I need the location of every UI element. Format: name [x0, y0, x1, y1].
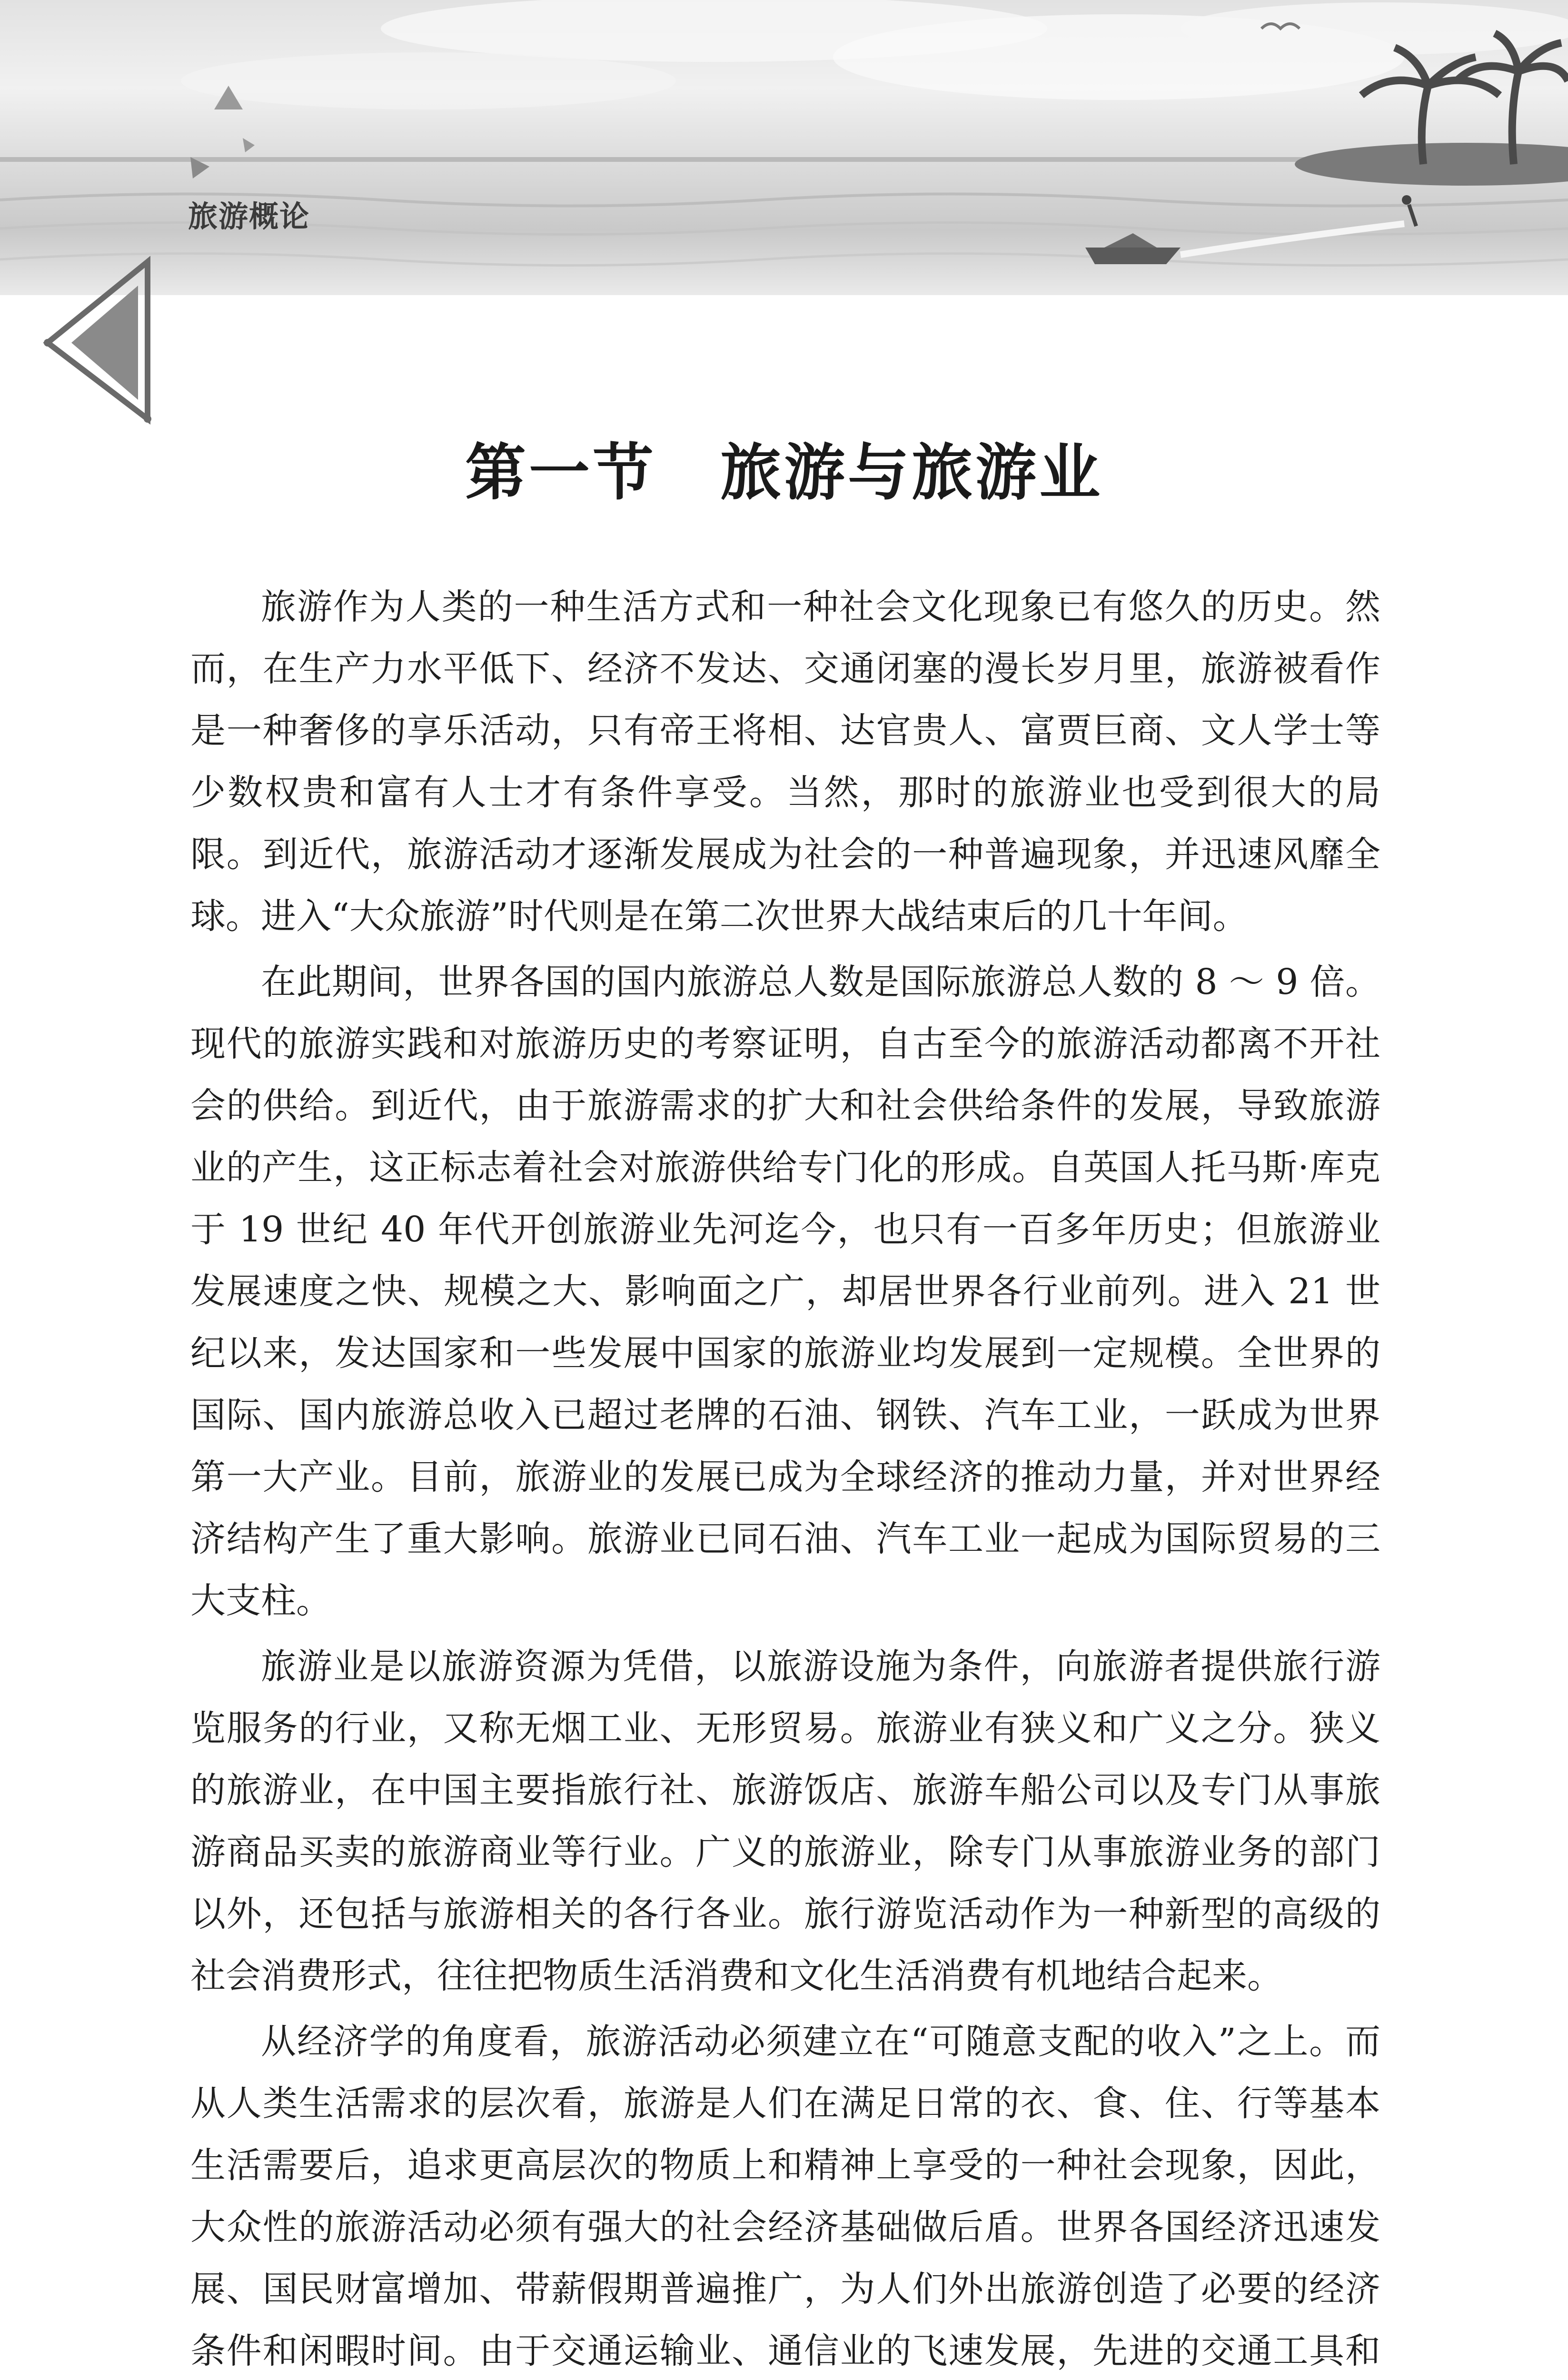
- book-title: 旅游概论: [188, 199, 310, 234]
- water-skier-icon: [1402, 195, 1416, 226]
- body-text: [190, 576, 1380, 2380]
- section-title: 第一节 旅游与旅游业: [465, 437, 1103, 508]
- triangle-ornament: [29, 248, 190, 428]
- speedboat-icon: [1085, 224, 1404, 264]
- paragraph: 旅游业是以旅游资源为凭借，以旅游设施为条件，向旅游者提供旅行游览服务的行业，又称无烟工业、无形贸易。旅游业有狭义和广义之分。狭义的旅游业，在中国主要指旅行社、旅游饭店、旅游车船公司以及专门从事旅游商品买卖的旅游商业等行业。广义的旅游业，除专门从事旅游业务的部门以外，还包括与旅游相关的各行各业。旅行游览活动作为一种新型的高级的社会消费形式，往往把物质生活消费和文化生活消费有机地结合起来。: [190, 1646, 1380, 1996]
- paragraph: 旅游作为人类的一种生活方式和一种社会文化现象已有悠久的历史。然而，在生产力水平低下、经济不发达、交通闭塞的漫长岁月里，旅游被看作是一种奢侈的享乐活动，只有帝王将相、达官贵人、富贾巨商、文人学士等少数权贵和富有人士才有条件享受。当然，那时的旅游业也受到很大的局限。到近代，旅游活动才逐渐发展成为社会的一种普遍现象，并迅速风靡全球。进入“大众旅游”时代则是在第二次世界大战结束后的几十年间。: [190, 586, 1380, 937]
- paragraph: 在此期间，世界各国的国内旅游总人数是国际旅游总人数的 8 ～ 9 倍。现代的旅游实践和对旅游历史的考察证明，自古至今的旅游活动都离不开社会的供给。到近代，由于旅游需求的扩大和社会供给条件的发展，导致旅游业的产生，这正标志着社会对旅游供给专门化的形成。自英国人托马斯·库克于 19 世纪 40 年代开创旅游业先河迄今，也只有一百多年历史；但旅游业发展速度之快、规模之大、影响面之广，却居世界各行业前列。进入 21 世纪以来，发达国家和一些发展中国家的旅游业均发展到一定规模。全世界的国际、国内旅游总收入已超过老牌的石油、钢铁、汽车工业，一跃成为世界第一大产业。目前，旅游业的发展已成为全球经济的推动力量，并对世界经济结构产生了重大影响。旅游业已同石油、汽车工业一起成为国际贸易的三大支柱。: [190, 962, 1380, 1621]
- header-banner: [0, 0, 1568, 295]
- seaside-illustration: [0, 0, 1568, 295]
- paragraph: 从经济学的角度看，旅游活动必须建立在“可随意支配的收入”之上。而从人类生活需求的层次看，旅游是人们在满足日常的衣、食、住、行等基本生活需要后，追求更高层次的物质上和精神上享受的一种社会现象，因此，大众性的旅游活动必须有强大的社会经济基础做后盾。世界各国经济迅速发展、国民财富增加、带薪假期普遍推广，为人们外出旅游创造了必要的经济条件和闲暇时间。由于交通运输业、通信业的飞速发展，先进的交通工具和: [190, 2021, 1380, 2371]
